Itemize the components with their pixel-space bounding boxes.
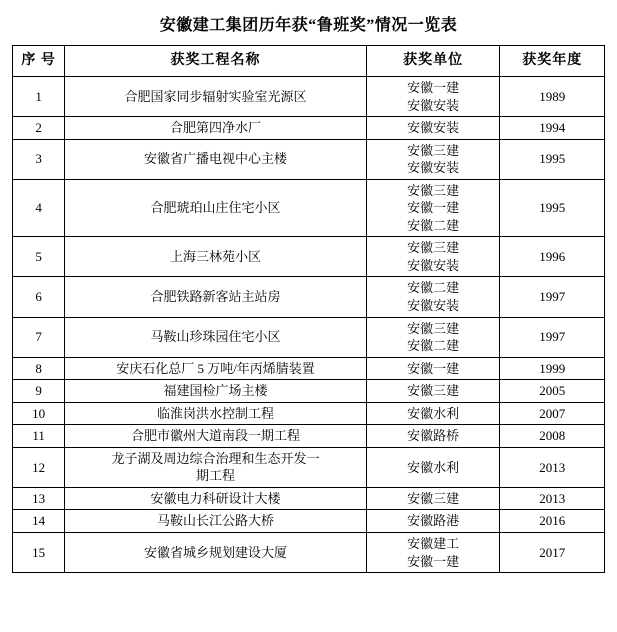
cell-serial-number: 5 — [13, 237, 65, 277]
award-unit-line: 安徽建工 — [407, 536, 460, 552]
cell-project-name — [65, 533, 367, 573]
awards-table — [12, 45, 605, 573]
table-row — [13, 277, 605, 317]
cell-serial-number: 3 — [13, 139, 65, 179]
award-unit-line: 安徽三建 — [407, 490, 460, 506]
cell-project-name — [65, 380, 367, 403]
cell-serial-number: 8 — [13, 357, 65, 380]
cell-award-year: 2007 — [500, 402, 605, 425]
cell-project-name — [65, 510, 367, 533]
cell-award-year: 1999 — [500, 357, 605, 380]
project-name-line: 上海三林苑小区 — [170, 249, 262, 265]
column-header-year: 获奖年度 — [500, 46, 605, 77]
cell-award-unit — [366, 237, 500, 277]
cell-award-year: 2013 — [500, 487, 605, 510]
project-name-line: 安徽省广播电视中心主楼 — [144, 151, 288, 167]
award-unit-line: 安徽三建 — [407, 182, 460, 198]
table-row — [13, 510, 605, 533]
cell-project-name — [65, 277, 367, 317]
table-row — [13, 237, 605, 277]
cell-serial-number: 14 — [13, 510, 65, 533]
column-header-no: 序 号 — [13, 46, 65, 77]
document-page — [0, 12, 617, 632]
cell-award-year: 1994 — [500, 117, 605, 140]
column-header-name: 获奖工程名称 — [65, 46, 367, 77]
cell-serial-number: 2 — [13, 117, 65, 140]
award-unit-line: 安徽一建 — [407, 360, 460, 376]
cell-award-year: 1989 — [500, 77, 605, 117]
cell-serial-number: 6 — [13, 277, 65, 317]
award-unit-line: 安徽一建 — [407, 200, 460, 216]
cell-award-year: 2005 — [500, 380, 605, 403]
cell-award-unit — [366, 179, 500, 237]
cell-award-unit — [366, 447, 500, 487]
table-row — [13, 357, 605, 380]
table-header — [13, 46, 605, 77]
project-name-line: 合肥国家同步辐射实验室光源区 — [124, 88, 307, 104]
project-name-line: 合肥琥珀山庄住宅小区 — [150, 200, 281, 216]
project-name-line: 临淮岗洪水控制工程 — [157, 405, 275, 421]
award-unit-line: 安徽二建 — [407, 280, 460, 296]
page-title: 安徽建工集团历年获“鲁班奖”情况一览表 — [159, 17, 458, 34]
cell-award-unit — [366, 317, 500, 357]
cell-award-year: 1995 — [500, 179, 605, 237]
award-unit-line: 安徽安装 — [407, 257, 460, 273]
project-name-line: 安庆石化总厂 5 万吨/年丙烯腈装置 — [116, 360, 315, 376]
project-name-line: 合肥第四净水厂 — [170, 120, 262, 136]
award-unit-line: 安徽水利 — [407, 459, 460, 475]
cell-serial-number: 7 — [13, 317, 65, 357]
table-body — [13, 77, 605, 573]
table-row — [13, 139, 605, 179]
cell-serial-number: 4 — [13, 179, 65, 237]
award-unit-line: 安徽水利 — [407, 405, 460, 421]
cell-award-unit — [366, 357, 500, 380]
table-row — [13, 117, 605, 140]
cell-project-name — [65, 402, 367, 425]
project-name-line: 马鞍山长江公路大桥 — [157, 513, 275, 529]
table-row — [13, 402, 605, 425]
cell-project-name — [65, 357, 367, 380]
cell-award-unit — [366, 425, 500, 448]
cell-award-year: 1997 — [500, 277, 605, 317]
cell-award-year: 1996 — [500, 237, 605, 277]
cell-award-year: 1995 — [500, 139, 605, 179]
cell-award-unit — [366, 139, 500, 179]
table-row — [13, 380, 605, 403]
table-row — [13, 179, 605, 237]
cell-award-year: 2016 — [500, 510, 605, 533]
cell-project-name — [65, 447, 367, 487]
cell-project-name — [65, 487, 367, 510]
award-unit-line: 安徽安装 — [407, 120, 460, 136]
award-unit-line: 安徽路桥 — [407, 428, 460, 444]
cell-award-unit — [366, 533, 500, 573]
award-unit-line: 安徽路港 — [407, 513, 460, 529]
cell-award-unit — [366, 487, 500, 510]
award-unit-line: 安徽一建 — [407, 553, 460, 569]
cell-project-name — [65, 179, 367, 237]
cell-serial-number: 1 — [13, 77, 65, 117]
award-unit-line: 安徽安装 — [407, 298, 460, 314]
cell-award-unit — [366, 402, 500, 425]
table-header-row — [13, 46, 605, 77]
cell-award-year: 2017 — [500, 533, 605, 573]
project-name-line: 合肥市徽州大道南段一期工程 — [131, 428, 301, 444]
cell-award-year: 2013 — [500, 447, 605, 487]
cell-project-name — [65, 139, 367, 179]
award-unit-line: 安徽一建 — [407, 80, 460, 95]
project-name-line: 安徽省城乡规划建设大厦 — [144, 544, 288, 560]
project-name-line: 安徽电力科研设计大楼 — [150, 490, 281, 506]
cell-award-unit — [366, 77, 500, 117]
project-name-line: 龙子湖及周边综合治理和生态开发一 — [111, 450, 320, 466]
award-unit-line: 安徽三建 — [407, 142, 460, 158]
cell-award-unit — [366, 380, 500, 403]
project-name-line: 福建国检广场主楼 — [163, 383, 268, 399]
award-unit-line: 安徽三建 — [407, 320, 460, 336]
award-unit-line: 安徽安装 — [407, 97, 460, 113]
column-header-unit: 获奖单位 — [366, 46, 500, 77]
table-row — [13, 425, 605, 448]
cell-award-unit — [366, 510, 500, 533]
table-row — [13, 447, 605, 487]
award-unit-line: 安徽三建 — [407, 240, 460, 256]
cell-award-unit — [366, 117, 500, 140]
cell-serial-number: 10 — [13, 402, 65, 425]
cell-serial-number: 11 — [13, 425, 65, 448]
table-row — [13, 77, 605, 117]
cell-award-year: 2008 — [500, 425, 605, 448]
cell-serial-number: 15 — [13, 533, 65, 573]
table-row — [13, 317, 605, 357]
table-row — [13, 487, 605, 510]
award-unit-line: 安徽安装 — [407, 160, 460, 176]
cell-serial-number: 13 — [13, 487, 65, 510]
cell-project-name — [65, 237, 367, 277]
cell-project-name — [65, 317, 367, 357]
cell-project-name — [65, 117, 367, 140]
cell-project-name — [65, 425, 367, 448]
cell-serial-number: 12 — [13, 447, 65, 487]
project-name-line: 马鞍山珍珠园住宅小区 — [150, 329, 281, 345]
cell-serial-number: 9 — [13, 380, 65, 403]
award-unit-line: 安徽二建 — [407, 217, 460, 233]
project-name-line: 合肥铁路新客站主站房 — [150, 289, 281, 305]
table-row — [13, 533, 605, 573]
award-unit-line: 安徽三建 — [407, 383, 460, 399]
cell-award-unit — [366, 277, 500, 317]
award-unit-line: 安徽二建 — [407, 338, 460, 354]
cell-project-name — [65, 77, 367, 117]
project-name-line: 期工程 — [196, 468, 236, 484]
cell-award-year: 1997 — [500, 317, 605, 357]
